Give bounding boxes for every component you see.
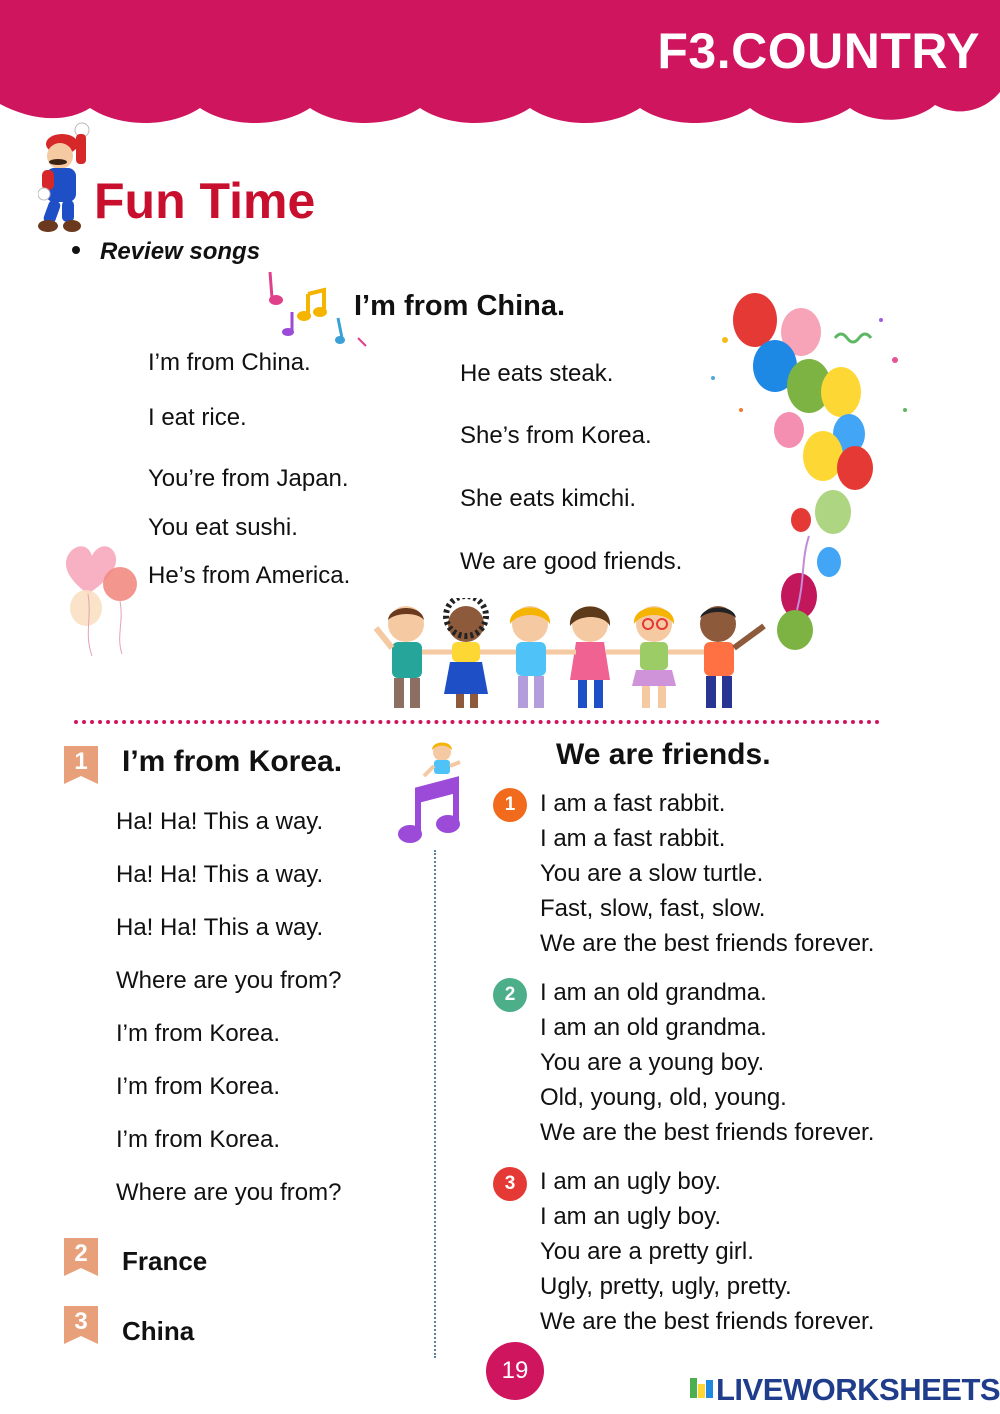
section-number: 3 [74,1308,88,1335]
verse-line: You are a pretty girl. [540,1238,754,1265]
column-divider [434,850,436,1358]
verse-line: Fast, slow, fast, slow. [540,895,766,922]
song-china-title: I’m from China. [354,290,566,322]
lyric-line: I eat rice. [148,404,247,431]
verse-line: You are a slow turtle. [540,860,764,887]
lyric-line: You eat sushi. [148,514,298,541]
verse-line: Ugly, pretty, ugly, pretty. [540,1273,792,1300]
lyric-line: She’s from Korea. [460,422,652,449]
lyric-line: Ha! Ha! This a way. [116,914,324,941]
song-china-section-title: China [122,1316,195,1346]
verse-block [540,975,874,1150]
verse-line: I am a fast rabbit. [540,790,726,817]
heart-balloons-icon [58,538,142,660]
fun-time-title: Fun Time [94,173,316,229]
verse-line: I am an old grandma. [540,979,767,1006]
verse-line: You are a young boy. [540,1049,765,1076]
lyric-line: He’s from America. [148,562,351,589]
lyric-line: I’m from Korea. [116,1020,281,1047]
lyric-line: I’m from Korea. [116,1073,281,1100]
section-number: 1 [74,748,88,775]
lyric-line: Where are you from? [116,967,342,994]
verse-line: We are the best friends forever. [540,1119,875,1146]
balloons-icon [705,290,915,650]
music-note-girl-icon [396,740,466,848]
verse-line: I am an ugly boy. [540,1168,721,1195]
lyric-line: I’m from China. [148,349,311,376]
lyric-line: Ha! Ha! This a way. [116,861,324,888]
verse-number-badge: 3 [493,1167,527,1201]
lyric-line: She eats kimchi. [460,485,637,512]
verse-line: We are the best friends forever. [540,930,875,957]
bullet-icon [72,246,80,254]
brand-name[interactable]: LIVEWORKSHEETS [716,1372,1000,1407]
header-title: F3.COUNTRY [657,23,980,79]
section-divider [74,720,880,724]
liveworksheets-logo-icon [690,1376,714,1400]
verse-number-badge: 1 [493,788,527,822]
verse-block [540,1164,874,1339]
lyric-line: We are good friends. [460,548,683,575]
verse-line: We are the best friends forever. [540,1308,875,1335]
verse-block [540,786,874,961]
lyric-line: Ha! Ha! This a way. [116,808,324,835]
children-holding-hands-icon [372,598,772,716]
verse-line: I am an ugly boy. [540,1203,721,1230]
song-france-title: France [122,1246,208,1276]
verse-line: I am an old grandma. [540,1014,767,1041]
lyric-line: He eats steak. [460,360,614,387]
lyric-line: Where are you from? [116,1179,342,1206]
review-songs-subtitle: Review songs [100,238,261,265]
verse-line: Old, young, old, young. [540,1084,787,1111]
page-number: 19 [486,1342,544,1400]
verse-number-badge: 2 [493,978,527,1012]
verse-line: I am a fast rabbit. [540,825,726,852]
lyric-line: I’m from Korea. [116,1126,281,1153]
lyric-line: You’re from Japan. [148,465,349,492]
mario-icon [38,122,100,238]
song-friends-title: We are friends. [556,738,771,771]
section-number: 2 [74,1240,88,1267]
song-korea-title: I’m from Korea. [122,745,343,778]
